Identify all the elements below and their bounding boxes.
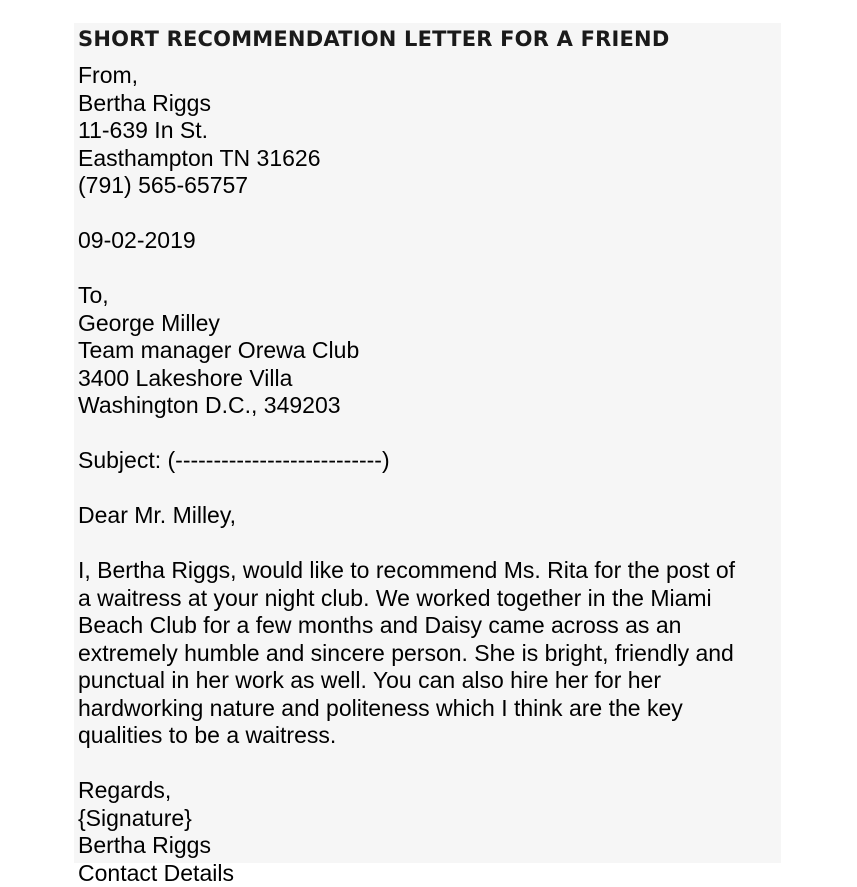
body-line: qualities to be a waitress. bbox=[78, 722, 778, 750]
sender-city: Easthampton TN 31626 bbox=[78, 145, 778, 173]
spacer bbox=[78, 200, 778, 228]
sender-block bbox=[78, 62, 778, 200]
closing-block bbox=[78, 777, 778, 887]
recipient-city: Washington D.C., 349203 bbox=[78, 392, 778, 420]
body-line: a waitress at your night club. We worked together in the Miami bbox=[78, 585, 778, 613]
body-line: punctual in her work as well. You can also hire her for her bbox=[78, 667, 778, 695]
closing-partial-line: Contact Details bbox=[78, 860, 778, 887]
sender-street: 11-639 In St. bbox=[78, 117, 778, 145]
spacer bbox=[78, 255, 778, 283]
spacer bbox=[78, 475, 778, 503]
recipient-block bbox=[78, 282, 778, 420]
closing-regards: Regards, bbox=[78, 777, 778, 805]
recipient-position: Team manager Orewa Club bbox=[78, 337, 778, 365]
letter-salutation: Dear Mr. Milley, bbox=[78, 502, 778, 530]
sender-label: From, bbox=[78, 62, 778, 90]
sender-name: Bertha Riggs bbox=[78, 90, 778, 118]
spacer bbox=[78, 530, 778, 558]
recipient-name: George Milley bbox=[78, 310, 778, 338]
closing-signature: {Signature} bbox=[78, 805, 778, 833]
spacer bbox=[78, 750, 778, 778]
recipient-street: 3400 Lakeshore Villa bbox=[78, 365, 778, 393]
letter-subject: Subject: (---------------------------) bbox=[78, 447, 778, 475]
spacer bbox=[78, 420, 778, 448]
letter-content bbox=[78, 23, 778, 887]
body-line: extremely humble and sincere person. She is bright, friendly and bbox=[78, 640, 778, 668]
letter-date: 09-02-2019 bbox=[78, 227, 778, 255]
closing-name: Bertha Riggs bbox=[78, 832, 778, 860]
body-line: Beach Club for a few months and Daisy came across as an bbox=[78, 612, 778, 640]
recipient-label: To, bbox=[78, 282, 778, 310]
letter-sheet bbox=[74, 23, 781, 863]
letter-body bbox=[78, 557, 778, 750]
sender-phone: (791) 565-65757 bbox=[78, 172, 778, 200]
body-line: hardworking nature and politeness which I think are the key bbox=[78, 695, 778, 723]
body-line: I, Bertha Riggs, would like to recommend Ms. Rita for the post of bbox=[78, 557, 778, 585]
letter-title: SHORT RECOMMENDATION LETTER FOR A FRIEND bbox=[78, 24, 778, 54]
